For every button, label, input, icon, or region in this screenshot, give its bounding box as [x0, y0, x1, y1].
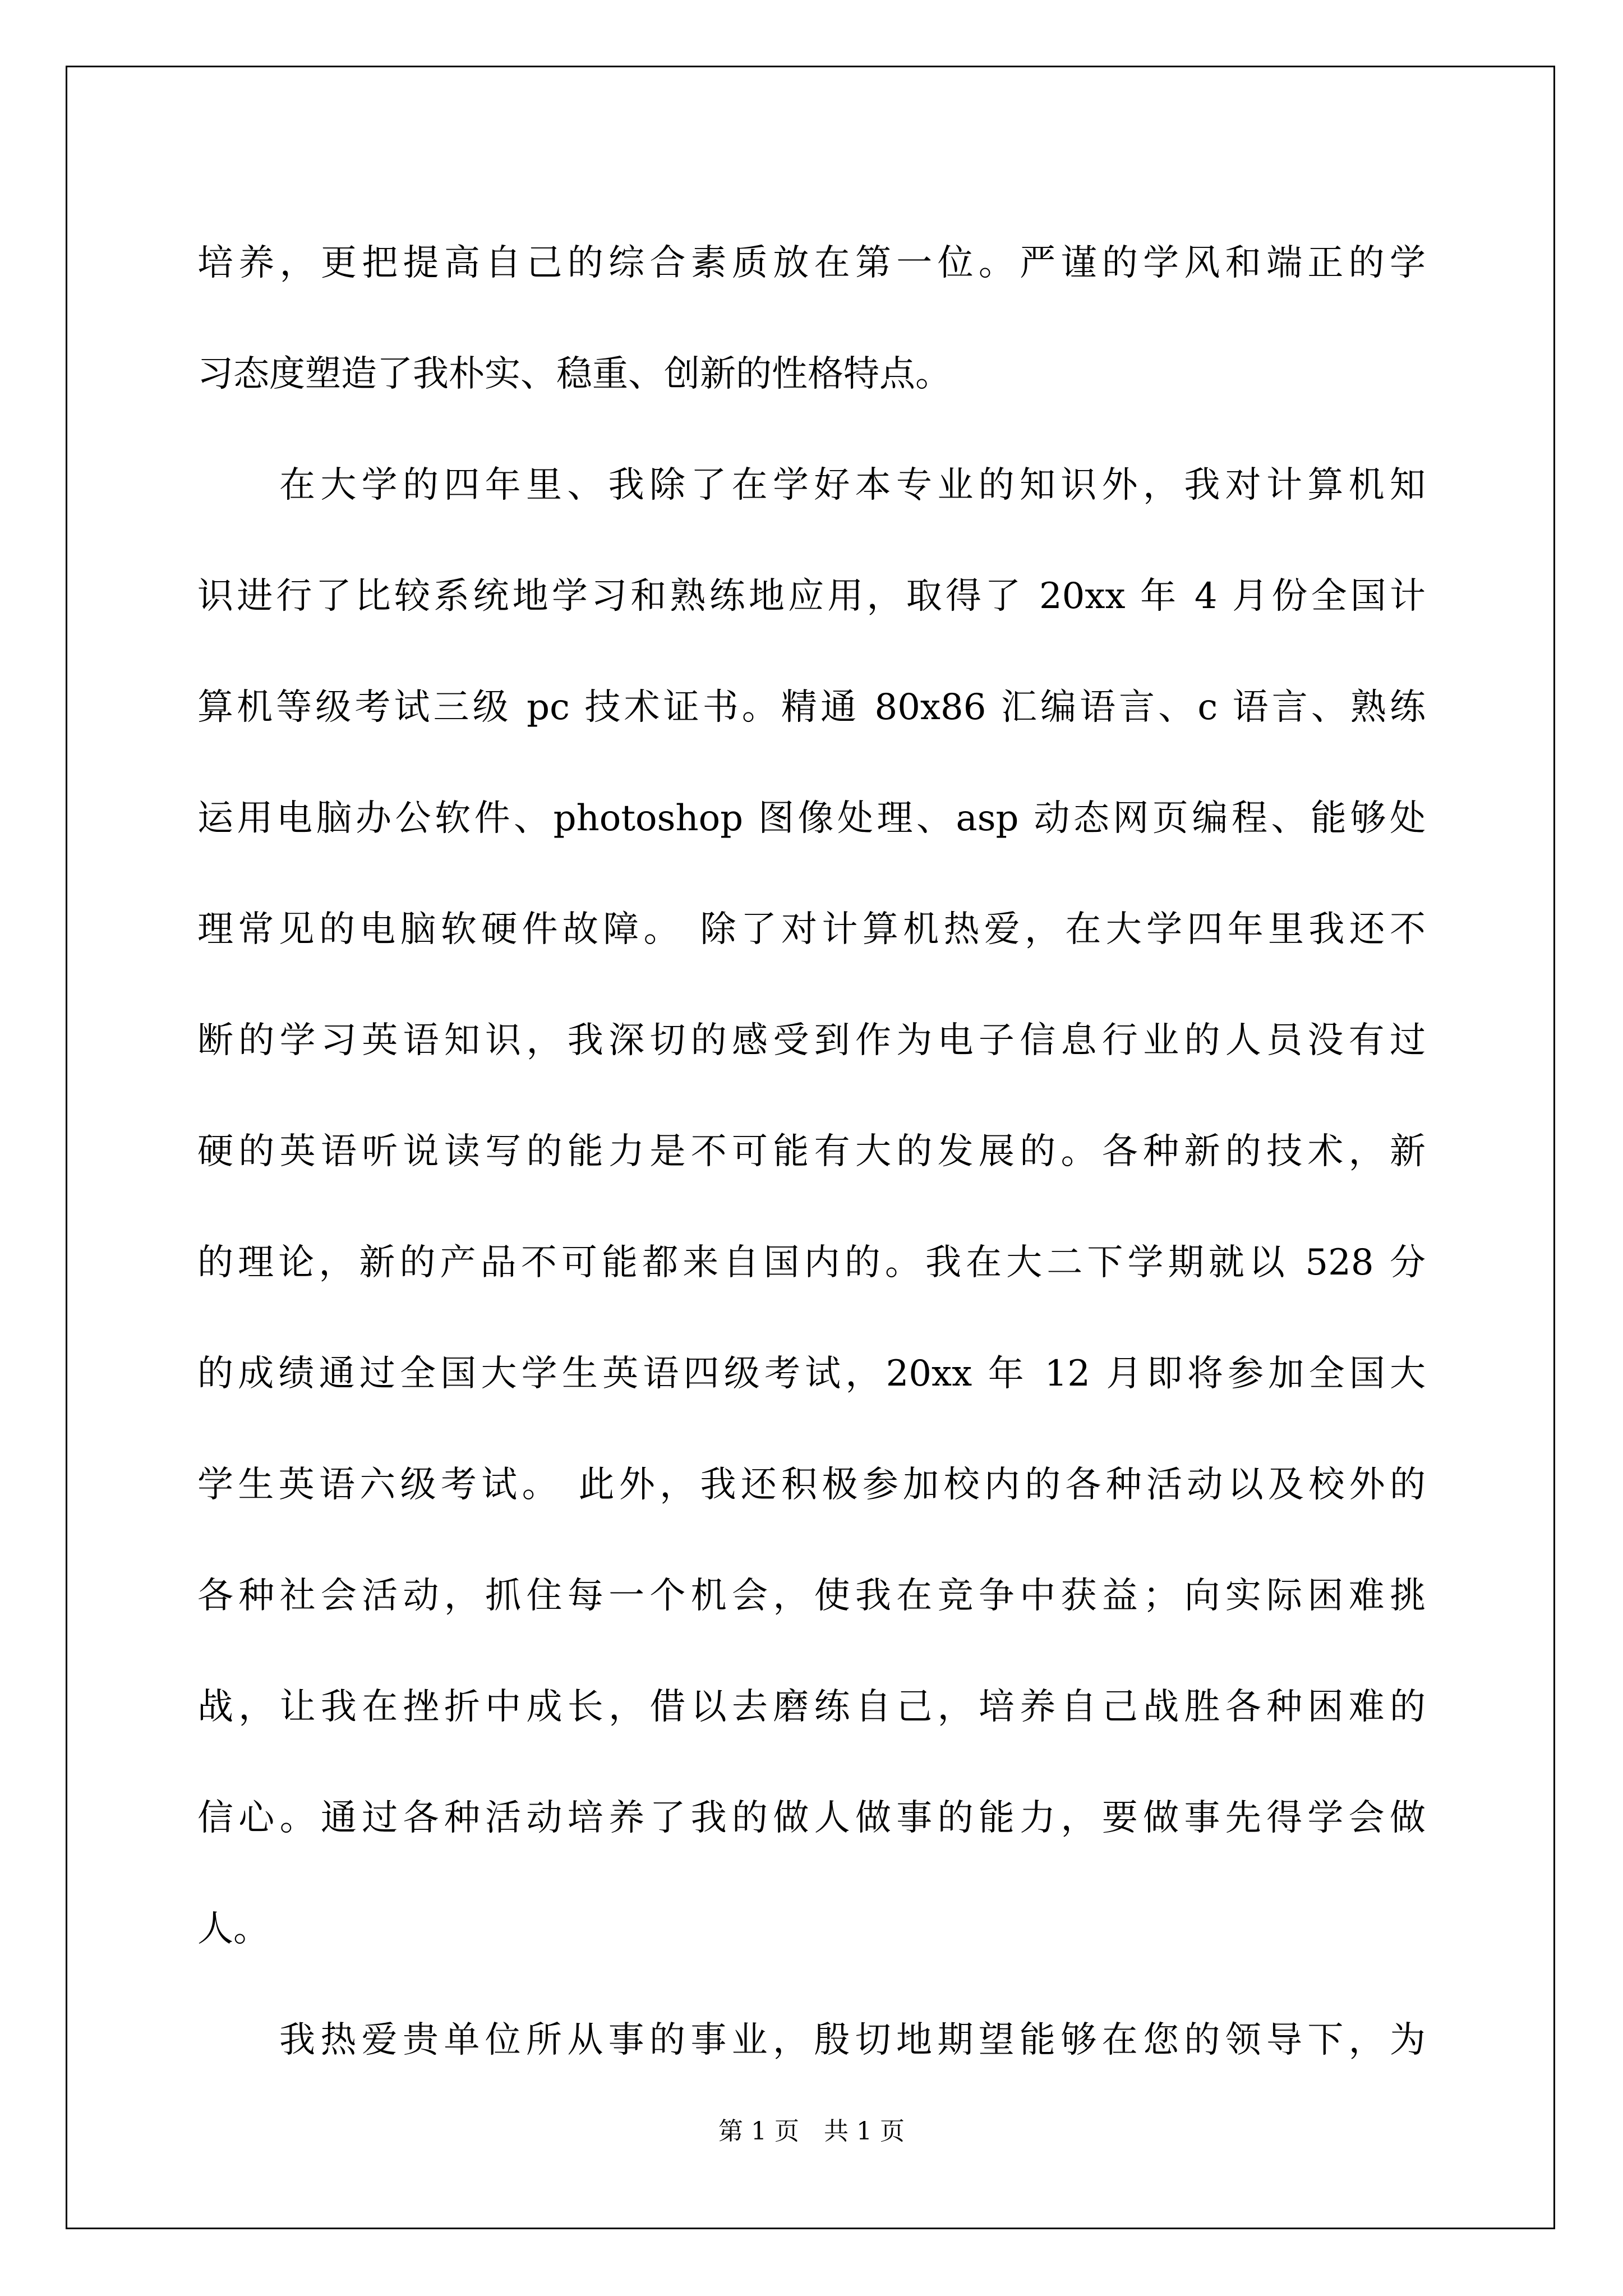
text-line: 识进行了比较系统地学习和熟练地应用，取得了 20xx 年 4 月份全国计: [197, 576, 1426, 617]
text-line: 习态度塑造了我朴实、稳重、创新的性格特点。: [197, 353, 951, 395]
text-line: 培养，更把提高自己的综合素质放在第一位。严谨的学风和端正的学: [197, 242, 1426, 284]
text-line: 硬的英语听说读写的能力是不可能有大的发展的。各种新的技术，新: [197, 1131, 1426, 1172]
text-line: 信心。通过各种活动培养了我的做人做事的能力，要做事先得学会做: [197, 1797, 1426, 1839]
text-line: 在大学的四年里、我除了在学好本专业的知识外，我对计算机知: [279, 464, 1426, 506]
text-line: 断的学习英语知识，我深切的感受到作为电子信息行业的人员没有过: [197, 1020, 1426, 1061]
text-line: 理常见的电脑软硬件故障。 除了对计算机热爱，在大学四年里我还不: [197, 909, 1426, 950]
text-line: 运用电脑办公软件、photoshop 图像处理、asp 动态网页编程、能够处: [197, 798, 1426, 839]
text-line: 的理论，新的产品不可能都来自国内的。我在大二下学期就以 528 分: [197, 1242, 1426, 1283]
text-line: 各种社会活动，抓住每一个机会，使我在竞争中获益；向实际困难挑: [197, 1575, 1426, 1617]
page-number-footer: 第 1 页 共 1 页: [718, 2117, 905, 2146]
text-line: 人。: [197, 1908, 269, 1950]
text-line: 学生英语六级考试。 此外，我还积极参加校内的各种活动以及校外的: [197, 1464, 1426, 1506]
body-text: [197, 208, 1426, 2096]
text-line: 我热爱贵单位所从事的事业，殷切地期望能够在您的领导下，为: [279, 2019, 1426, 2061]
text-line: 的成绩通过全国大学生英语四级考试，20xx 年 12 月即将参加全国大: [197, 1353, 1426, 1395]
text-line: 算机等级考试三级 pc 技术证书。精通 80x86 汇编语言、c 语言、熟练: [197, 687, 1426, 728]
text-line: 战，让我在挫折中成长，借以去磨练自己，培养自己战胜各种困难的: [197, 1686, 1426, 1728]
